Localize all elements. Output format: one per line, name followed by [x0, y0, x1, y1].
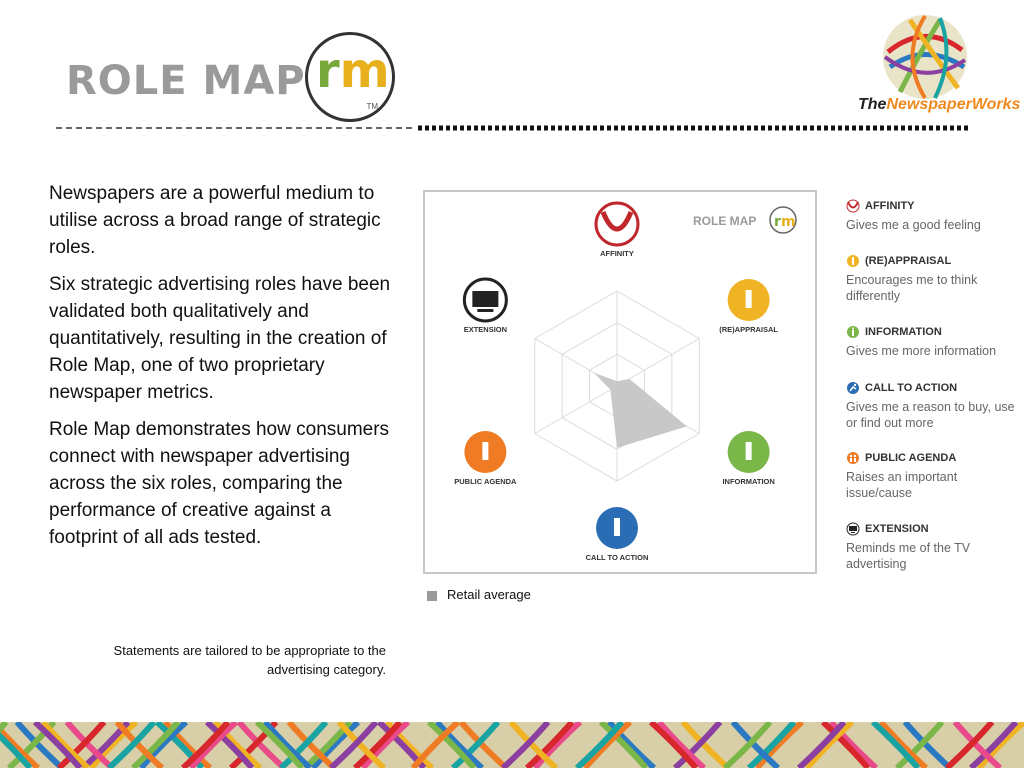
chart-title: ROLE MAP	[693, 214, 757, 228]
extension-icon	[846, 522, 860, 536]
call-to-action-axis-icon	[596, 507, 638, 549]
series-area	[594, 373, 687, 448]
dotted-divider	[56, 122, 968, 134]
axis-label: CALL TO ACTION	[585, 553, 649, 562]
role-information	[846, 324, 1022, 359]
chart-logo-letter-r: r	[774, 214, 781, 230]
information-icon	[846, 325, 860, 339]
role-heading: CALL TO ACTION	[865, 382, 958, 394]
role-map-chart	[423, 190, 817, 574]
brand-name: TheNewspaperWorks	[858, 96, 1021, 113]
logo-letters: rm	[316, 43, 390, 99]
chart-logo-letter-m: m	[781, 214, 796, 230]
paragraph-2: Six strategic advertising roles have been validated both qualitatively and quantitatively, resulting in the creation of Role Map, one of two proprietary newspaper metrics.	[49, 274, 391, 403]
axis-label: EXTENSION	[463, 325, 508, 334]
role-heading: PUBLIC AGENDA	[865, 452, 957, 464]
affinity-axis-icon	[596, 203, 638, 245]
axis-label: AFFINITY	[600, 249, 634, 258]
chart-logo	[693, 207, 796, 233]
body-text	[49, 180, 394, 561]
role-description: Gives me more information	[846, 344, 997, 358]
radar-svg	[425, 192, 815, 572]
role-map-logo	[305, 32, 395, 122]
role-description: Encourages me to think differently	[846, 273, 978, 303]
public-agenda-axis-icon	[464, 431, 506, 473]
role-description: Gives me a good feeling	[846, 218, 981, 232]
affinity-icon	[846, 199, 860, 213]
role-description: Gives me a reason to buy, use or find out more	[846, 400, 1015, 430]
role-heading: INFORMATION	[865, 326, 942, 338]
call-to-action-icon	[846, 381, 860, 395]
paragraph-3: Role Map demonstrates how consumers connect with newspaper advertising across the six roles, comparing the performance of creative against a footprint of all ads tested.	[49, 419, 390, 548]
reappraisal-icon	[846, 254, 860, 268]
axis-label: INFORMATION	[722, 477, 775, 486]
information-axis-icon	[728, 431, 770, 473]
paragraph-1: Newspapers are a powerful medium to utilise across a broad range of strategic roles.	[49, 183, 381, 258]
axis-line	[535, 386, 617, 434]
role-description: Raises an important issue/cause	[846, 470, 958, 500]
rubber-band-ball-icon	[880, 12, 970, 102]
role-reappraisal	[846, 253, 1022, 304]
axis-label: PUBLIC AGENDA	[454, 477, 517, 486]
public-agenda-icon	[846, 451, 860, 465]
axis-label: (RE)APPRAISAL	[719, 325, 779, 334]
page-title: ROLE MAP	[66, 58, 306, 104]
role-affinity	[846, 198, 1022, 233]
rubber-band-strip	[0, 722, 1024, 768]
legend-swatch	[427, 591, 437, 601]
role-public-agenda	[846, 450, 1022, 501]
role-heading: (RE)APPRAISAL	[865, 255, 952, 267]
reappraisal-axis-icon	[728, 279, 770, 321]
extension-axis-icon	[464, 279, 506, 321]
role-heading: AFFINITY	[865, 200, 915, 212]
axis-line	[617, 339, 699, 387]
footnote: Statements are tailored to be appropriate to the advertising category.	[113, 643, 386, 677]
role-call-to-action	[846, 380, 1022, 431]
logo-trademark: TM	[366, 102, 378, 111]
role-description: Reminds me of the TV advertising	[846, 541, 971, 571]
legend-label: Retail average	[447, 587, 531, 602]
role-extension	[846, 521, 1022, 572]
role-heading: EXTENSION	[865, 523, 929, 535]
